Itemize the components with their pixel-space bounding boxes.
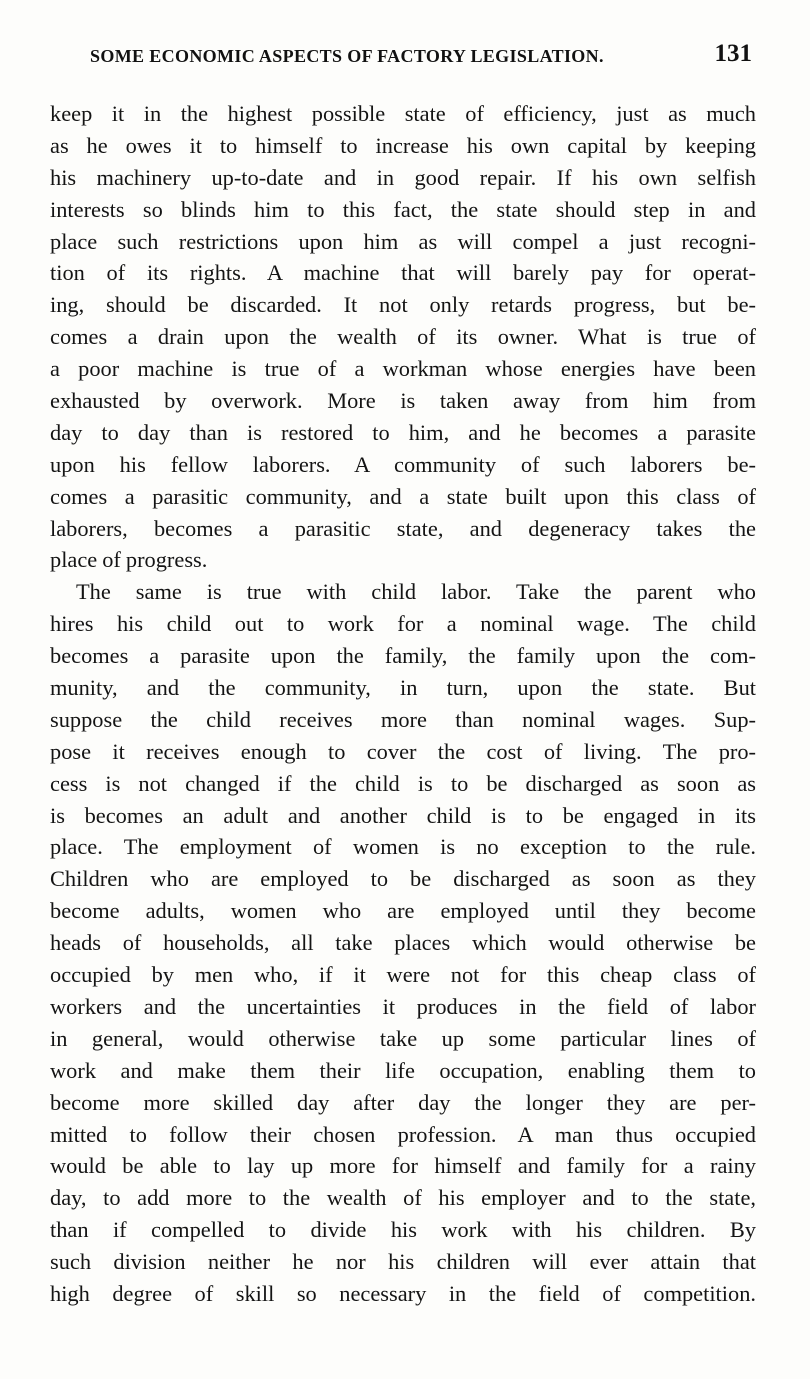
- text-line: such division neither he nor his children will ever attain that: [50, 1249, 756, 1275]
- text-line: workers and the uncertainties it produces in the field of labor: [50, 993, 756, 1019]
- text-line: suppose the child receives more than nominal wages. Sup-: [50, 706, 756, 732]
- text-line: occupied by men who, if it were not for this cheap class of: [50, 962, 756, 988]
- text-line: comes a parasitic community, and a state built upon this class of: [50, 483, 756, 509]
- text-line: laborers, becomes a parasitic state, and degeneracy takes the: [50, 515, 756, 541]
- text-line: a poor machine is true of a workman whose energies have been: [50, 356, 756, 382]
- text-line: hires his child out to work for a nominal wage. The child: [50, 611, 756, 637]
- text-line: day to day than is restored to him, and he becomes a parasite: [50, 419, 756, 445]
- text-line: munity, and the community, in turn, upon the state. But: [50, 675, 756, 701]
- running-header: [90, 40, 760, 70]
- running-title: SOME ECONOMIC ASPECTS OF FACTORY LEGISLATION.: [90, 46, 604, 66]
- text-line: exhausted by overwork. More is taken away from him from: [50, 388, 756, 414]
- text-line: work and make them their life occupation, enabling them to: [50, 1057, 756, 1083]
- text-line: become more skilled day after day the longer they are per-: [50, 1089, 756, 1115]
- text-line: than if compelled to divide his work with his children. By: [50, 1217, 756, 1243]
- text-line: pose it receives enough to cover the cost of living. The pro-: [50, 738, 756, 764]
- text-line: in general, would otherwise take up some particular lines of: [50, 1025, 756, 1051]
- text-line: tion of its rights. A machine that will barely pay for operat-: [50, 260, 756, 286]
- text-line: is becomes an adult and another child is to be engaged in its: [50, 802, 756, 828]
- paragraph-2: [50, 576, 756, 1309]
- body-text: [50, 98, 756, 1310]
- text-line: comes a drain upon the wealth of its owner. What is true of: [50, 324, 756, 350]
- text-line: high degree of skill so necessary in the field of competition.: [50, 1280, 756, 1306]
- text-line: heads of households, all take places which would otherwise be: [50, 930, 756, 956]
- text-line: keep it in the highest possible state of efficiency, just as much: [50, 101, 756, 126]
- text-line: becomes a parasite upon the family, the family upon the com-: [50, 643, 756, 669]
- text-line: The same is true with child labor. Take the parent who: [76, 579, 756, 605]
- text-line: place. The employment of women is no exception to the rule.: [50, 834, 756, 860]
- text-line: mitted to follow their chosen profession. A man thus occupied: [50, 1121, 756, 1147]
- text-line: place such restrictions upon him as will compel a just recogni-: [50, 228, 756, 254]
- text-line: become adults, women who are employed until they become: [50, 898, 756, 924]
- text-line: cess is not changed if the child is to be discharged as soon as: [50, 770, 756, 796]
- text-line: day, to add more to the wealth of his employer and to the state,: [50, 1185, 756, 1211]
- text-line: place of progress.: [50, 547, 208, 573]
- text-line: interests so blinds him to this fact, the state should step in and: [50, 196, 756, 222]
- text-line: as he owes it to himself to increase his own capital by keeping: [50, 132, 756, 158]
- text-line: Children who are employed to be discharged as soon as they: [50, 866, 756, 892]
- text-line: would be able to lay up more for himself and family for a rainy: [50, 1153, 756, 1179]
- text-line: his machinery up-to-date and in good repair. If his own selfish: [50, 164, 756, 190]
- text-line: ing, should be discarded. It not only retards progress, but be-: [50, 292, 756, 318]
- text-line: upon his fellow laborers. A community of such laborers be-: [50, 451, 756, 477]
- page-number: 131: [714, 40, 752, 67]
- paragraph-1: [50, 98, 756, 576]
